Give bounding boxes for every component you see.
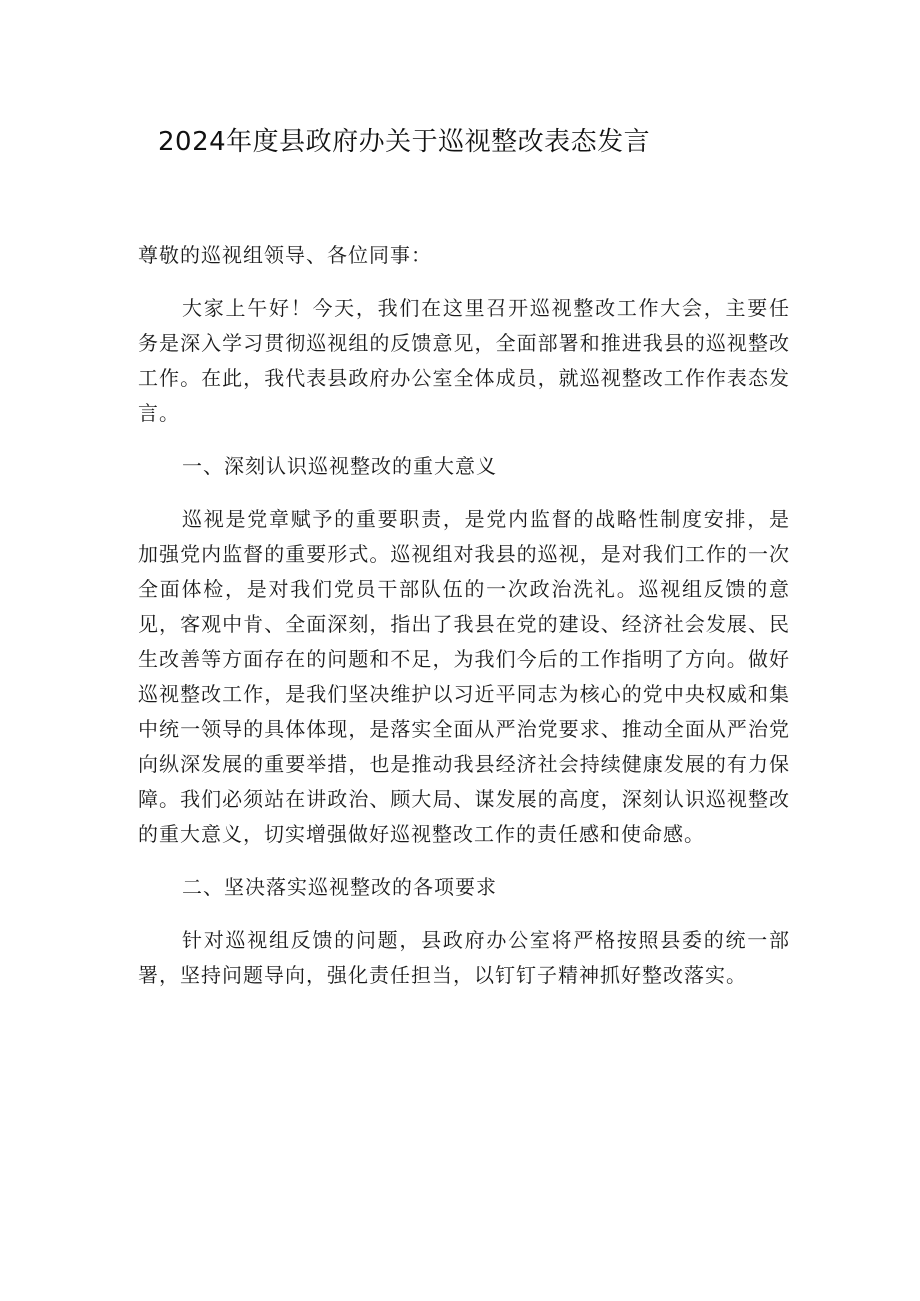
document-title: 2024年度县政府办关于巡视整改表态发言	[158, 127, 651, 157]
section-heading-1: 一、深刻认识巡视整改的重大意义	[182, 454, 497, 478]
paragraph-significance: 巡视是党章赋予的重要职责，是党内监督的战略性制度安排，是加强党内监督的重要形式。巡视组对我县的巡视，是对我们工作的一次全面体检，是对我们党员干部队伍的一次政治洗礼。巡视组反馈的意见，客观中肯、全面深刻，指出了我县在党的建设、经济社会发展、民生改善等方面存在的问题和不足，为我们今后的工作指明了方向。做好巡视整改工作，是我们坚决维护以习近平同志为核心的党中央权威和集中统一领导的具体体现，是落实全面从严治党要求、推动全面从严治党向纵深发展的重要举措，也是推动我县经济社会持续健康发展的有力保障。我们必须站在讲政治、顾大局、谋发展的高度，深刻认识巡视整改的重大意义，切实增强做好巡视整改工作的责任感和使命感。	[138, 507, 790, 846]
salutation: 尊敬的巡视组领导、各位同事：	[138, 243, 432, 267]
section-heading-2: 二、坚决落实巡视整改的各项要求	[182, 875, 497, 899]
paragraph-requirements: 针对巡视组反馈的问题，县政府办公室将严格按照县委的统一部署，坚持问题导向，强化责任担当，以钉钉子精神抓好整改落实。	[138, 928, 790, 987]
paragraph-opening: 大家上午好！今天，我们在这里召开巡视整改工作大会，主要任务是深入学习贯彻巡视组的反馈意见，全面部署和推进我县的巡视整改工作。在此，我代表县政府办公室全体成员，就巡视整改工作作表态发言。	[138, 296, 790, 425]
document-body	[138, 238, 790, 1011]
